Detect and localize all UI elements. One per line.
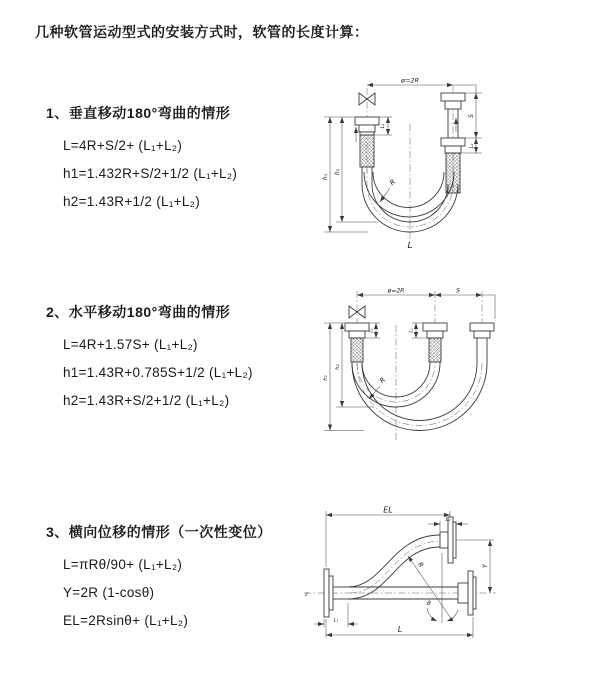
- page-title: 几种软管运动型式的安装方式时，软管的长度计算：: [35, 24, 369, 40]
- radius-label: R: [388, 177, 398, 188]
- formula-el: EL=2Rsinθ+ (L₁+L₂): [63, 613, 189, 628]
- diagram-vertical-180: [310, 72, 590, 257]
- dimension-stroke-s: [435, 288, 495, 320]
- section-2-formulas: [63, 331, 253, 415]
- dim-label-s: S: [468, 114, 475, 118]
- dim-label-l1: L₁: [369, 328, 375, 333]
- formula-length: L=πRθ/90+ (L₁+L₂): [63, 557, 183, 572]
- dim-label-l: L: [397, 625, 403, 634]
- section-3-formulas: [63, 551, 272, 635]
- dim-label-h1: h₁: [322, 173, 329, 181]
- diagram-horizontal-180: [308, 283, 590, 448]
- left-pipe-assembly: [355, 117, 379, 167]
- dim-label-l1: L₁: [333, 617, 339, 624]
- formula-h1: h1=1.43R+0.785S+1/2 (L₁+L₂): [63, 365, 253, 380]
- centerlines: [357, 291, 482, 441]
- dimension-el: [326, 506, 450, 568]
- formula-h2: h2=1.43R+S/2+1/2 (L₁+L₂): [63, 393, 230, 408]
- section-lateral-displacement: [46, 522, 272, 635]
- hose-u-bends: [352, 338, 487, 431]
- section-vertical-180: [46, 103, 237, 216]
- dim-label-y: Y: [481, 564, 489, 568]
- length-label: L: [407, 241, 413, 251]
- formula-length: L=4R+S/2+ (L₁+L₂): [63, 138, 183, 153]
- formula-h2: h2=1.43R+1/2 (L₁+L₂): [63, 194, 201, 209]
- section-2-heading: 2、水平移动180°弯曲的情形: [46, 304, 231, 320]
- dim-label-l2: L₂: [445, 517, 451, 523]
- dim-label-l1: L₁: [380, 123, 386, 129]
- section-1-heading: 1、垂直移动180°弯曲的情形: [46, 105, 231, 121]
- dim-label-h2: h₂: [334, 168, 341, 176]
- middle-pipe-assembly: [423, 323, 447, 362]
- dim-label-width: ø=2R: [387, 287, 405, 295]
- dim-label-l2: L₂: [469, 143, 475, 149]
- dimension-l1: [314, 603, 358, 627]
- dim-label-width: ø=2R: [400, 76, 420, 85]
- formula-h1: h1=1.432R+S/2+1/2 (L₁+L₂): [63, 166, 238, 181]
- formula-y: Y=2R (1-cosθ): [63, 585, 155, 600]
- dimension-width: [357, 288, 435, 296]
- right-pipe-assembly: [441, 93, 465, 193]
- dim-label-l1: L₁: [409, 328, 415, 333]
- diagram-lateral-displacement: [300, 505, 510, 645]
- radius-callout: [380, 178, 397, 202]
- section-3-heading: 3、横向位移的情形（一次性变位）: [46, 524, 272, 540]
- formula-length: L=4R+1.57S+ (L₁+L₂): [63, 337, 198, 352]
- dim-label-el: EL: [383, 505, 393, 515]
- dim-label-h1: h₁: [323, 375, 329, 381]
- dimension-heights: [323, 323, 374, 431]
- right-pipe-assembly: [470, 323, 494, 338]
- axis-mark-label: z: [305, 591, 308, 598]
- radius-label: R: [416, 560, 426, 570]
- left-pipe-assembly: [345, 323, 369, 362]
- radius-label: R: [378, 375, 388, 386]
- section-horizontal-180: [46, 302, 253, 415]
- dimension-width: [367, 77, 476, 94]
- radius-angle-construction: [408, 553, 458, 623]
- angle-label: θ: [427, 600, 431, 607]
- section-1-formulas: [63, 132, 237, 216]
- dim-label-h2: h₂: [335, 364, 341, 370]
- dim-label-s: S: [456, 287, 460, 295]
